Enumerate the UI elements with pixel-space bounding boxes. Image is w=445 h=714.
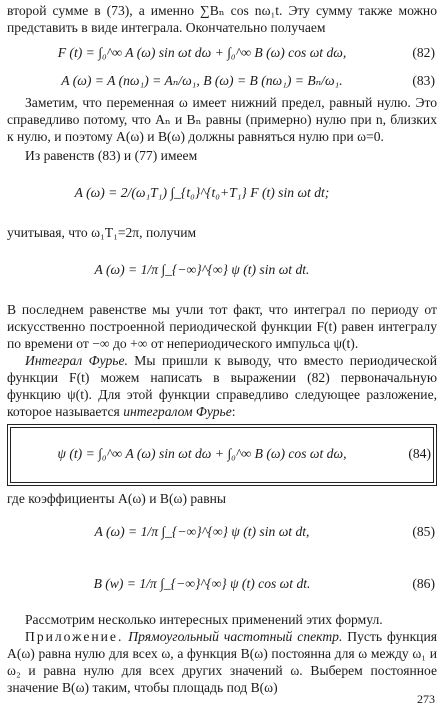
- equation-83-formula: A (ω) = A (nω₁) = Aₙ/ω₁, B (ω) = B (nω₁) = Bₙ/ω₁.: [61, 73, 343, 88]
- para-fourier-text: Мы пришли к выводу, что вместо периодической функции F(t) можем написать в выражении (82) первоначальную функцию ψ(t). Для этой функции справедливо следующее разложение, которое называется: [7, 353, 437, 419]
- page-number: 273: [417, 692, 435, 706]
- equation-86: [7, 559, 437, 611]
- para-last-equality: В последнем равенстве мы учли тот факт, что интеграл по периоду от искусственно построенной периодической функции F(t) равен интегралу по времени от −∞ до +∞ от непериодического импульса ψ(t).: [7, 302, 437, 351]
- equation-84-formula: ψ (t) = ∫₀^∞ A (ω) sin ωt dω + ∫₀^∞ B (ω) cos ωt dω,: [57, 446, 347, 461]
- equation-83-number: (83): [412, 73, 435, 88]
- equation-a1-formula: A (ω) = 2/(ω₁T₁) ∫_{t₀}^{t₀+T₁} F (t) sin ωt dt;: [74, 185, 330, 200]
- para-intro: второй сумме в (73), а именно ∑Bₙ cos nω₁t. Эту сумму также можно представить в виде интеграла. Окончательно получаем: [7, 3, 437, 35]
- page: [7, 2, 437, 708]
- heading-rectangular-spectrum: Прямоугольный частотный спектр.: [123, 629, 343, 644]
- para-rectangular-text: Пусть функция A(ω) равна нулю для всех ω, а функция B(ω) постоянна для ω между ω₁ и ω₂ и равна нулю для всех других значений ω. Выберем постоянное значение B(ω) таким, чтобы площадь под B(ω): [7, 629, 437, 695]
- equation-86-formula: B (w) = 1/π ∫_{−∞}^{∞} ψ (t) cos ωt dt.: [93, 576, 311, 591]
- para-applications: Рассмотрим несколько интересных применений этих формул.: [25, 612, 383, 627]
- equation-82: [7, 36, 437, 70]
- term-fourier-integral: интегралом Фурье: [123, 404, 232, 419]
- equation-84: [11, 428, 433, 482]
- heading-application: Приложение.: [25, 629, 124, 644]
- equation-a2: [7, 241, 437, 301]
- equation-84-number: (84): [408, 446, 431, 461]
- para-fourier-integral: [7, 352, 437, 420]
- para-from-equations: Из равенств (83) и (77) имеем: [25, 148, 198, 163]
- heading-fourier-integral: Интеграл Фурье.: [25, 353, 128, 368]
- boxed-equation-84: [7, 424, 437, 486]
- para-note: Заметим, что переменная ω имеет нижний предел, равный нулю. Это справедливо потому, что Aₙ и Bₙ равны (примерно) нулю при n, близких к нулю, и поэтому A(ω) и B(ω) должны равняться нулю при ω=0.: [7, 95, 437, 144]
- equation-85-number: (85): [412, 524, 435, 539]
- punctuation: :: [231, 404, 236, 419]
- para-rectangular-spectrum: [7, 628, 437, 696]
- equation-82-formula: F (t) = ∫₀^∞ A (ω) sin ωt dω + ∫₀^∞ B (ω) cos ωt dω,: [57, 45, 347, 60]
- equation-85-formula: A (ω) = 1/π ∫_{−∞}^{∞} ψ (t) sin ωt dt,: [94, 524, 310, 539]
- equation-85: [7, 507, 437, 559]
- para-considering: учитывая, что ω₁T₁=2π, получим: [7, 225, 197, 240]
- equation-82-number: (82): [412, 45, 435, 60]
- equation-83: [7, 70, 437, 94]
- para-coefficients: где коэффициенты A(ω) и B(ω) равны: [7, 491, 227, 506]
- equation-86-number: (86): [412, 576, 435, 591]
- equation-a2-formula: A (ω) = 1/π ∫_{−∞}^{∞} ψ (t) sin ωt dt.: [94, 262, 310, 277]
- equation-a1: [7, 164, 437, 224]
